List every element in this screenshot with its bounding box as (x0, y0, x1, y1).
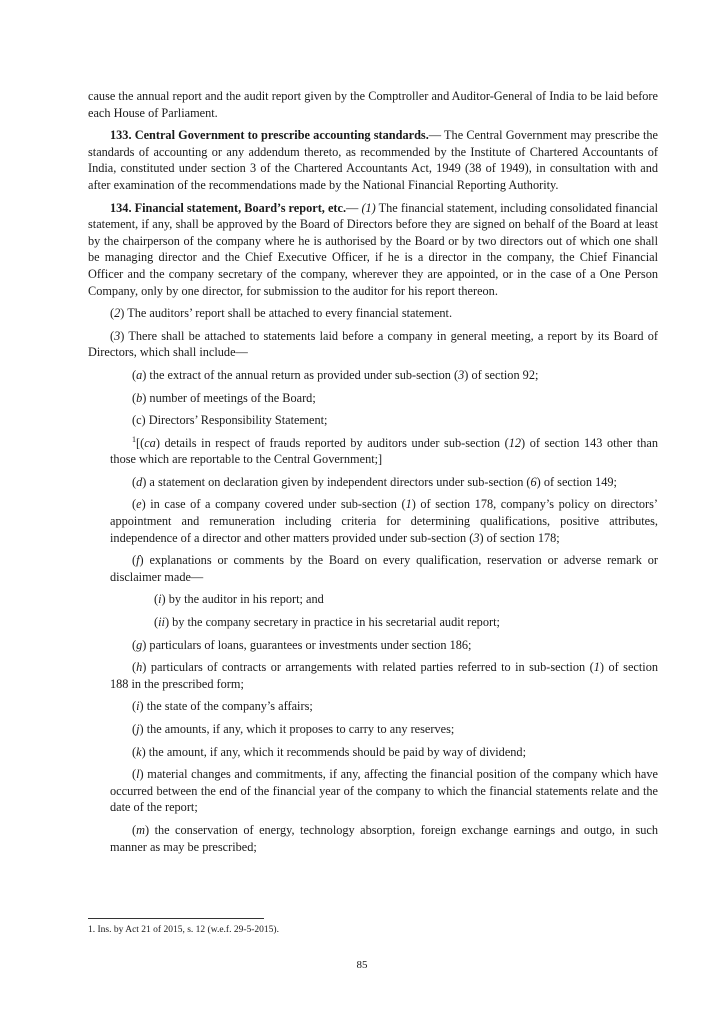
clause-text: (c) Directors’ Responsibility Statement; (132, 413, 328, 428)
section-133 (88, 127, 658, 193)
clause-a: (a) the extract of the annual return as provided under sub-section (3) of section 92; (132, 367, 539, 382)
clause-open: [( (136, 435, 145, 450)
clause-label: d (136, 474, 143, 489)
clause-ref: 1 (405, 497, 412, 512)
footnote-marker: 1 (132, 434, 136, 444)
section-134-heading: 134. Financial statement, Board’s report, etc. (110, 200, 347, 215)
clause-text: ) material changes and commitments, if any, affecting the financial position of the company which have occurred between the end of the financial year of the company to which the financial statements relate and the date of the report; (110, 767, 658, 815)
clause-f-i: (i) by the auditor in his report; and (154, 592, 324, 607)
clause-h: (h) particulars of contracts or arrangements with related parties referred to in sub-section (1) of section 188 in the prescribed form; (110, 660, 658, 691)
clause-text: ) explanations or comments by the Board on every qualification, reservation or adverse remark or disclaimer made— (110, 553, 658, 584)
clause-text: ) number of meetings of the Board; (142, 390, 316, 405)
clause-label: k (136, 744, 142, 759)
clause-b: (b) number of meetings of the Board; (132, 390, 316, 405)
intro-text: cause the annual report and the audit report given by the Comptroller and Auditor-General of India to be laid before each House of Parliament. (88, 89, 658, 120)
clause-l: (l) material changes and commitments, if any, affecting the financial position of the company which have occurred between the end of the financial year of the company to which the financial statements relate and the date of the report; (110, 767, 658, 815)
section-134-1 (88, 200, 658, 300)
sub-open: ( (110, 328, 115, 343)
clause-text: ) details in respect of frauds reported by auditors under sub-section ( (155, 435, 509, 450)
clause-text: ) by the company secretary in practice in his secretarial audit report; (164, 615, 500, 630)
section-133-heading: 133. Central Government to prescribe accounting standards. (110, 128, 429, 143)
clause-g: (g) particulars of loans, guarantees or investments under section 186; (132, 637, 472, 652)
section-134-2-text: ) The auditors’ report shall be attached to every financial statement. (120, 306, 453, 321)
section-134-3 (88, 328, 658, 361)
clause-ref: 3 (458, 367, 465, 382)
sub-open: ( (110, 306, 115, 321)
clause-label: i (158, 592, 162, 607)
clause-text: ) of section 149; (536, 474, 617, 489)
clause-d: (d) a statement on declaration given by independent directors under sub-section (6) of section 149; (132, 474, 617, 489)
section-134-2 (88, 305, 658, 322)
clause-label: f (136, 553, 140, 568)
clause-label: i (136, 699, 140, 714)
clause-ca (88, 435, 658, 468)
clause-label: g (136, 637, 143, 652)
clause-ref: 1 (593, 660, 600, 675)
clause-k: (k) the amount, if any, which it recommends should be paid by way of dividend; (132, 744, 526, 759)
clause-i: (i) the state of the company’s affairs; (132, 699, 313, 714)
clause-c (88, 412, 658, 429)
clause-label: h (136, 660, 143, 675)
section-134-1-text: The financial statement, including consolidated financial statement, if any, shall be approved by the Board of Directors before they are signed on behalf of the Board at least by the chairperson of the company where he is authorised by the Board or by two directors out of which one shall be managing director and the Chief Executive Officer, if he is a director in the company, the Chief Financial Officer and the company secretary of the company, wherever they are appointed, or in the case of a One Person Company, only by one director, for submission to the auditor for his report thereon. (88, 200, 659, 298)
clause-text: ) particulars of loans, guarantees or investments under section 186; (142, 637, 472, 652)
intro-paragraph (88, 88, 658, 121)
clause-e: (e) in case of a company covered under sub-section (1) of section 178, company’s policy on directors’ appointment and remuneration including criteria for determining qualifications, positive attributes, independence of a director and other matters provided under sub-section (3) of section 178; (110, 497, 659, 545)
clause-j: (j) the amounts, if any, which it proposes to carry to any reserves; (132, 722, 455, 736)
clause-ref: 12 (508, 435, 522, 450)
clause-m: (m) the conservation of energy, technology absorption, foreign exchange earnings and outgo, in such manner as may be prescribed; (110, 822, 658, 854)
clause-label: ii (158, 615, 165, 630)
clause-text: ) the amounts, if any, which it proposes to carry to any reserves; (139, 722, 455, 736)
clause-text: ) a statement on declaration given by independent directors under sub-section ( (142, 474, 531, 489)
page-body (88, 88, 658, 861)
section-134-subnum: (1) (361, 200, 376, 215)
clause-text: ) by the auditor in his report; and (161, 592, 324, 607)
footnote-divider (88, 918, 264, 919)
clause-text: ) of section 143 other than those which are reportable to the Central Government;] (110, 435, 658, 467)
clause-ref: 6 (530, 474, 537, 489)
clause-label: m (136, 822, 145, 837)
clause-text: ) particulars of contracts or arrangements with related parties referred to in sub-section ( (142, 660, 594, 675)
clause-text: ) the extract of the annual return as provided under sub-section ( (142, 367, 459, 382)
clause-label: l (136, 767, 140, 782)
clause-text: ) of section 188 in the prescribed form; (110, 660, 658, 691)
clause-text: ) of section 92; (464, 367, 539, 382)
clause-text: ) the amount, if any, which it recommends should be paid by way of dividend; (141, 744, 526, 759)
footnote: 1. Ins. by Act 21 of 2015, s. 12 (w.e.f. 29-5-2015). (88, 925, 279, 935)
clause-label: e (136, 497, 142, 512)
clause-f-ii: (ii) by the company secretary in practice in his secretarial audit report; (154, 615, 500, 630)
clause-label: j (136, 722, 140, 736)
clause-text: ) in case of a company covered under sub-section ( (141, 497, 406, 512)
clause-label: b (136, 390, 143, 405)
sub-number: 2 (114, 306, 121, 321)
clause-label: a (136, 367, 143, 382)
clause-text: ) of section 178; (479, 530, 560, 545)
section-134-dash: — (346, 200, 362, 215)
clause-ref: 3 (473, 530, 480, 545)
section-134-3-text: ) There shall be attached to statements laid before a company in general meeting, a report by its Board of Directors, which shall include— (88, 328, 658, 360)
clause-f: (f) explanations or comments by the Board on every qualification, reservation or adverse remark or disclaimer made— (110, 553, 658, 584)
section-133-text: — The Central Government may prescribe the standards of accounting or any addendum thereto, as recommended by the Institute of Chartered Accountants of India, constituted under section 3 of the Chartered Accountants Act, 1949 (38 of 1949), in consultation with and after examination of the recommendations made by the National Financial Reporting Authority. (88, 128, 659, 192)
clause-text: ) the state of the company’s affairs; (139, 699, 313, 714)
sub-number: 3 (114, 328, 121, 343)
clause-text: ) the conservation of energy, technology absorption, foreign exchange earnings and outgo, in such manner as may be prescribed; (110, 822, 658, 854)
page-number: 85 (356, 959, 368, 971)
clause-label: ca (144, 435, 156, 450)
clause-text: ) of section 178, company’s policy on directors’ appointment and remuneration including criteria for determining qualifications, positive attributes, independence of a director and other matters provided under sub-section ( (110, 497, 659, 545)
